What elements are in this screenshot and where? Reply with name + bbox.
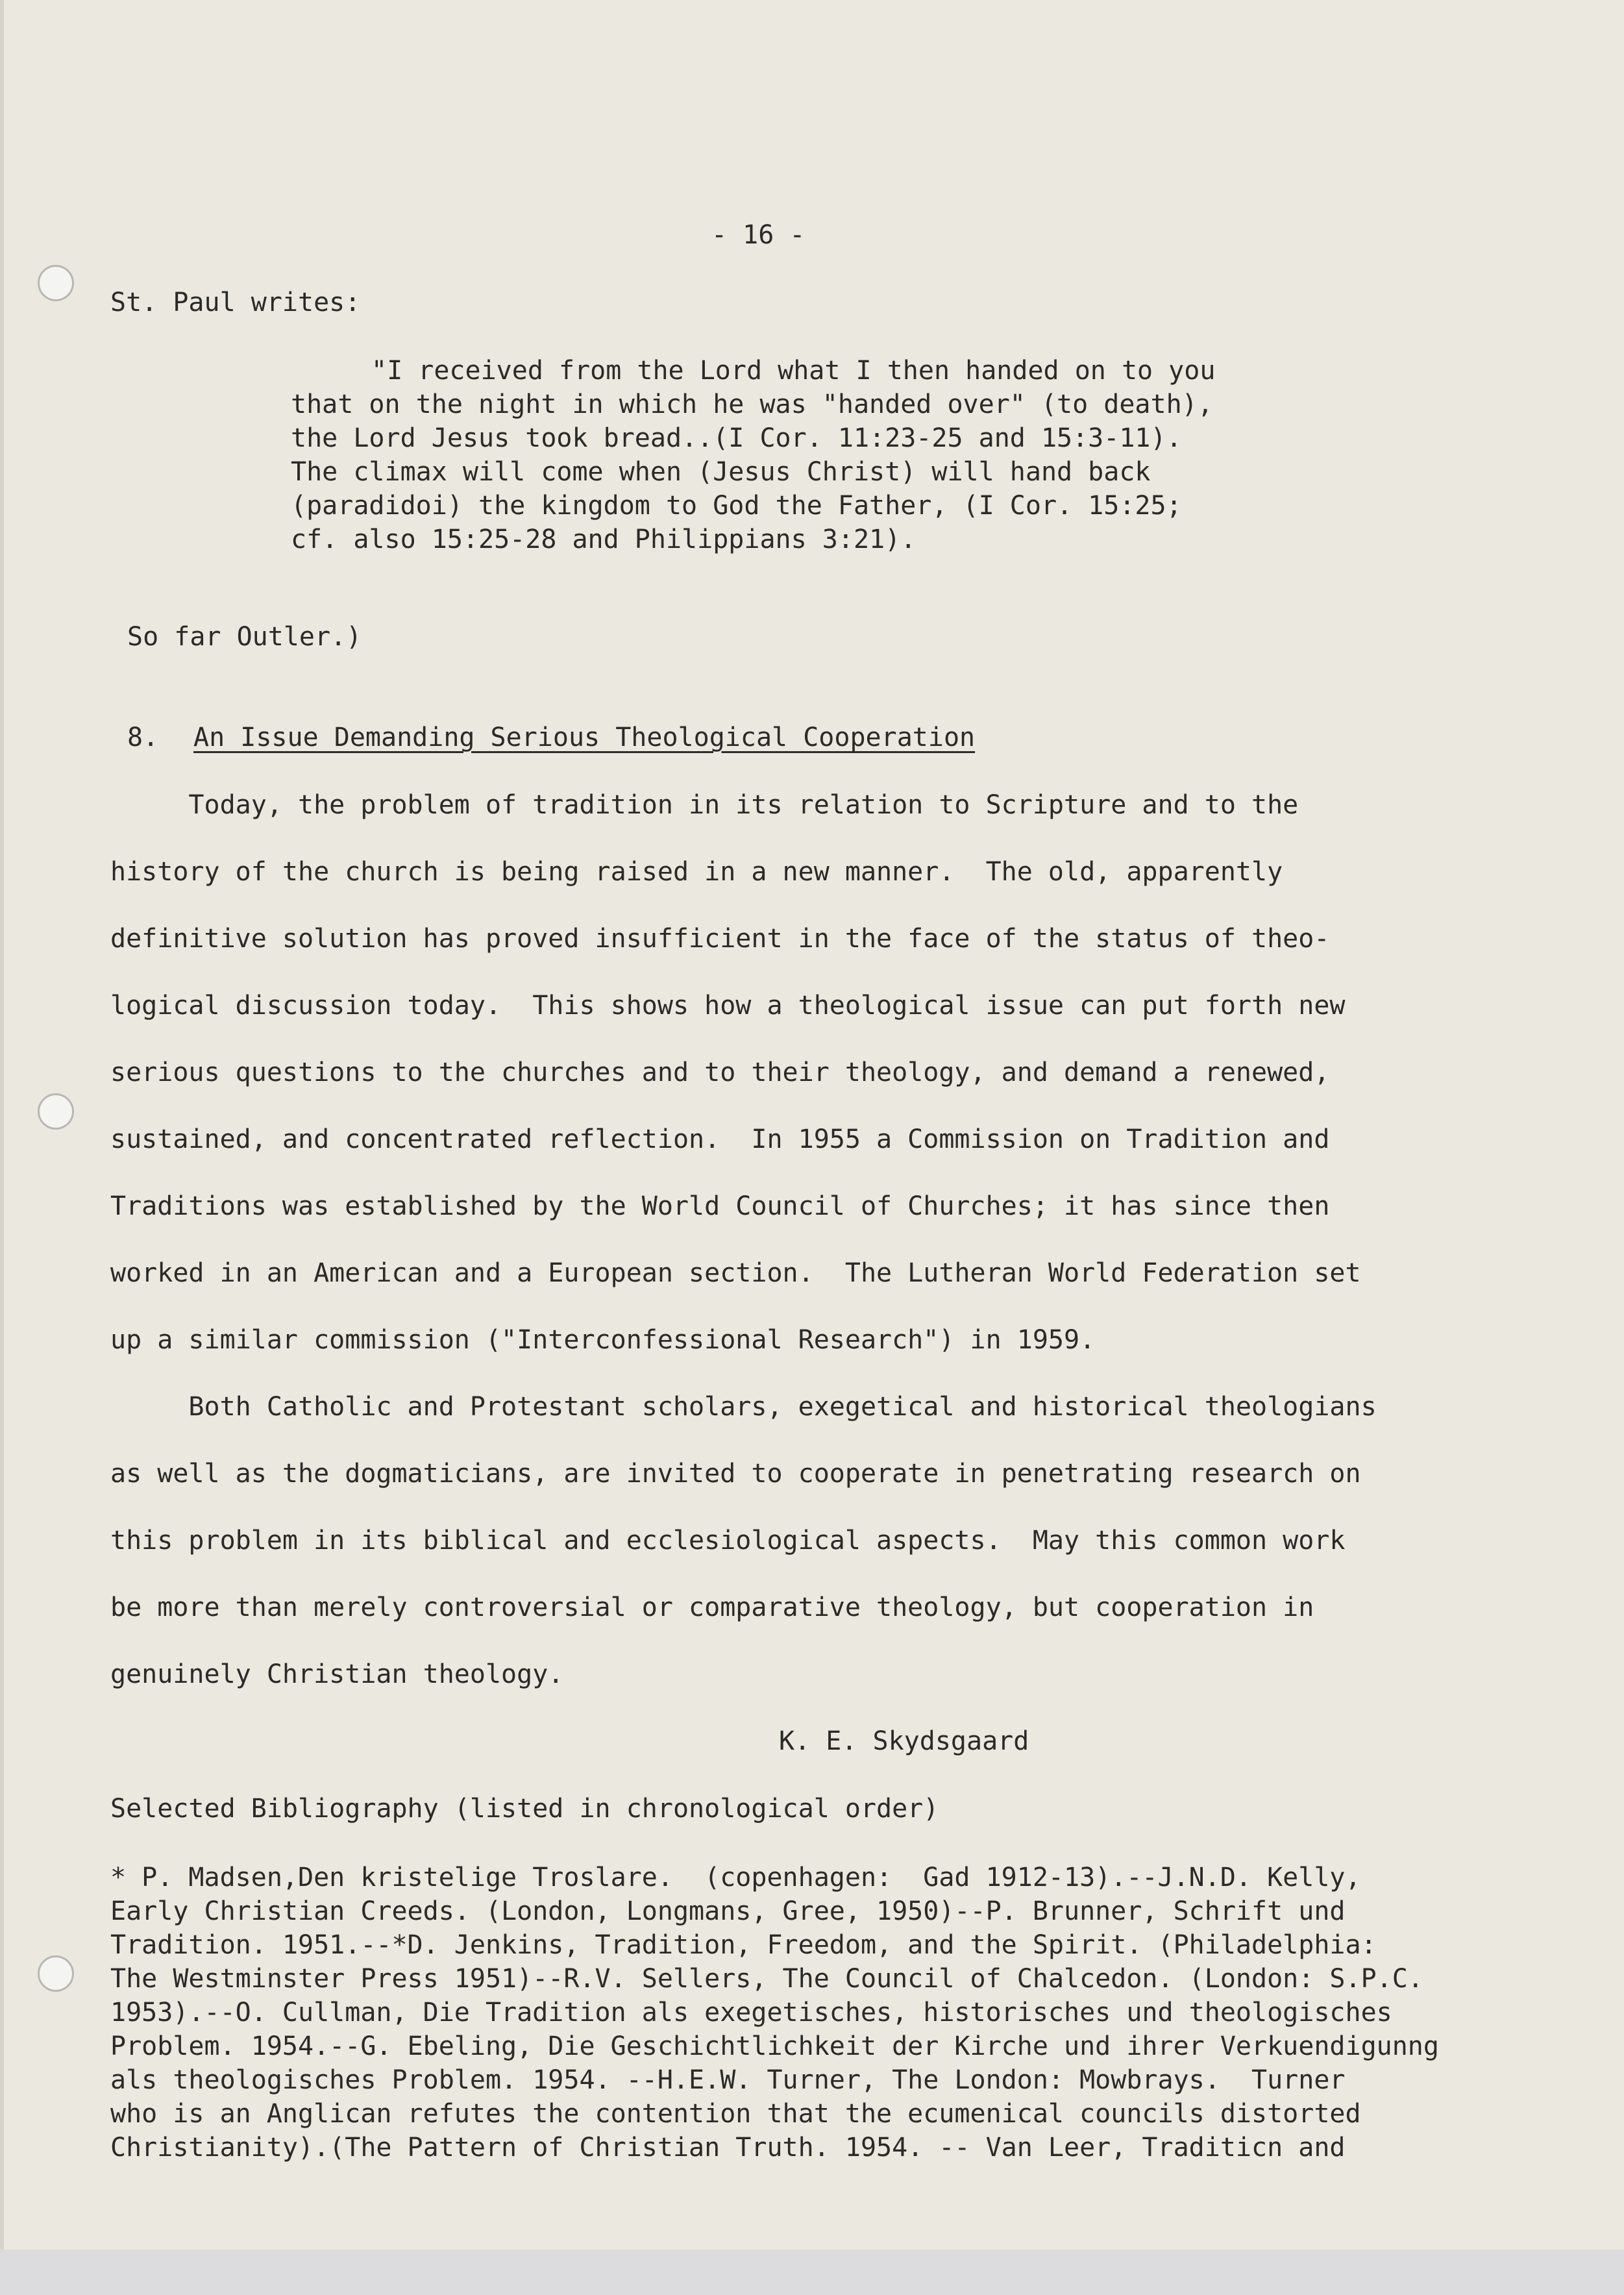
- page-number: - 16 -: [711, 220, 806, 250]
- paragraph-line: be more than merely controversial or comparative theology, but cooperation in: [110, 1593, 1314, 1622]
- paragraph-line: as well as the dogmaticians, are invited to cooperate in penetrating research on: [110, 1459, 1361, 1489]
- quote-line: that on the night in which he was "handed over" (to death),: [291, 390, 1213, 419]
- quote-line: the Lord Jesus took bread..(I Cor. 11:23-25 and 15:3-11).: [291, 423, 1182, 453]
- paragraph-line: definitive solution has proved insufficient in the face of the status of theo-: [110, 924, 1330, 954]
- punch-hole-middle: [38, 1093, 74, 1130]
- bibliography-line: Tradition. 1951.--*D. Jenkins, Tradition, Freedom, and the Spirit. (Philadelphia:: [110, 1930, 1377, 1960]
- section-number: 8.: [127, 723, 159, 752]
- so-far-note: So far Outler.): [127, 622, 362, 652]
- quote-line: The climax will come when (Jesus Christ) will hand back: [291, 457, 1151, 487]
- page-edge-shadow: [0, 0, 4, 2295]
- intro-line: St. Paul writes:: [110, 288, 361, 317]
- paragraph-line: this problem in its biblical and ecclesiological aspects. May this common work: [110, 1526, 1346, 1556]
- quote-line: "I received from the Lord what I then handed on to you: [371, 356, 1216, 386]
- paragraph-line: history of the church is being raised in a new manner. The old, apparently: [110, 857, 1283, 887]
- quote-line: (paradidoi) the kingdom to God the Father, (I Cor. 15:25;: [291, 491, 1182, 521]
- scan-background-strip: [0, 2250, 1624, 2295]
- bibliography-line: 1953).--O. Cullman, Die Tradition als exegetisches, historisches und theologisches: [110, 1998, 1392, 2028]
- bibliography-line: als theologisches Problem. 1954. --H.E.W. Turner, The London: Mowbrays. Turner: [110, 2065, 1346, 2095]
- paragraph-line: logical discussion today. This shows how a theological issue can put forth new: [110, 991, 1346, 1021]
- punch-hole-top: [38, 265, 74, 301]
- paragraph-line: Today, the problem of tradition in its relation to Scripture and to the: [110, 790, 1299, 820]
- bibliography-line: Christianity).(The Pattern of Christian Truth. 1954. -- Van Leer, Traditicn and: [110, 2133, 1346, 2163]
- bibliography-line: who is an Anglican refutes the contention that the ecumenical councils distorted: [110, 2099, 1361, 2129]
- paragraph-line: worked in an American and a European section. The Lutheran World Federation set: [110, 1258, 1361, 1288]
- paragraph-line: Traditions was established by the World Council of Churches; it has since then: [110, 1191, 1330, 1221]
- author-signature: K. E. Skydsgaard: [779, 1726, 1029, 1756]
- paragraph-line: Both Catholic and Protestant scholars, exegetical and historical theologians: [110, 1392, 1377, 1422]
- bibliography-line: Early Christian Creeds. (London, Longmans, Gree, 1950)--P. Brunner, Schrift und: [110, 1896, 1346, 1926]
- punch-hole-bottom: [38, 1955, 74, 1992]
- paragraph-line: up a similar commission ("Interconfessional Research") in 1959.: [110, 1325, 1096, 1355]
- bibliography-line: Problem. 1954.--G. Ebeling, Die Geschichtlichkeit der Kirche und ihrer Verkuendigunng: [110, 2031, 1439, 2061]
- bibliography-line: * P. Madsen,Den kristelige Troslare. (copenhagen: Gad 1912-13).--J.N.D. Kelly,: [110, 1863, 1361, 1892]
- section-title: An Issue Demanding Serious Theological Cooperation: [193, 723, 976, 752]
- paragraph-line: genuinely Christian theology.: [110, 1659, 564, 1689]
- paragraph-line: serious questions to the churches and to their theology, and demand a renewed,: [110, 1058, 1330, 1087]
- paragraph-line: sustained, and concentrated reflection. In 1955 a Commission on Tradition and: [110, 1124, 1330, 1154]
- bibliography-line: The Westminster Press 1951)--R.V. Sellers, The Council of Chalcedon. (London: S.P.C.: [110, 1964, 1423, 1994]
- quote-line: cf. also 15:25-28 and Philippians 3:21).: [291, 525, 917, 554]
- bibliography-heading: Selected Bibliography (listed in chronological order): [110, 1794, 939, 1824]
